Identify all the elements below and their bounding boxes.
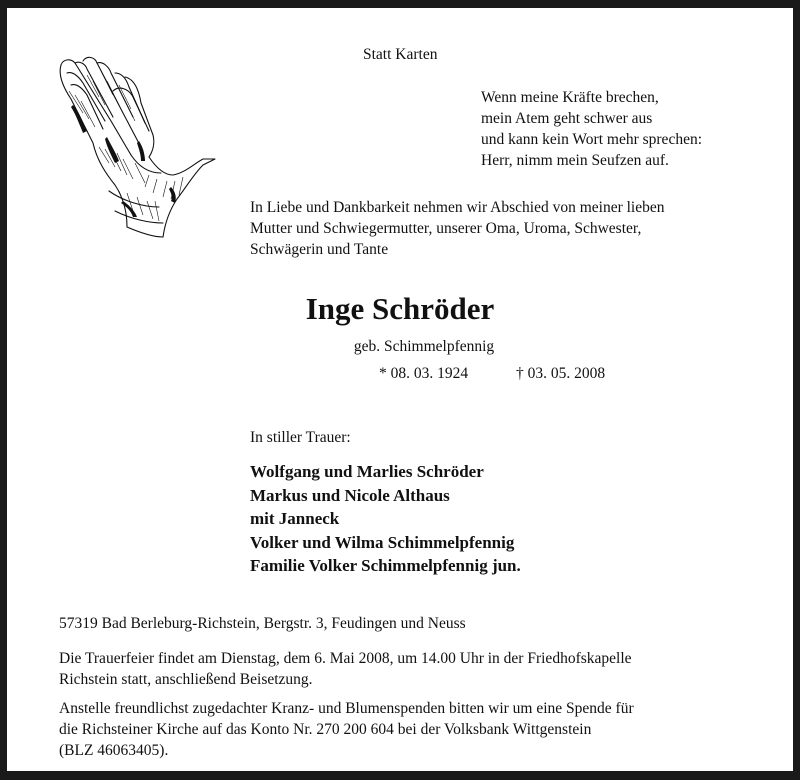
mourner-name: Markus und Nicole Althaus [250, 485, 450, 505]
funeral-line: Richstein statt, anschließend Beisetzung. [59, 671, 313, 688]
poem-line: mein Atem geht schwer aus [481, 110, 653, 127]
donation-line: Anstelle freundlichst zugedachter Kranz- und Blumenspenden bitten wir um eine Spende für [59, 700, 634, 717]
donation-line: die Richsteiner Kirche auf das Konto Nr. 270 200 604 bei der Volksbank Wittgenstein [59, 721, 592, 738]
intro-text [250, 197, 770, 260]
praying-hands-icon [53, 51, 223, 241]
header-label: Statt Karten [363, 46, 438, 63]
poem-line: und kann kein Wort mehr sprechen: [481, 131, 703, 148]
birth-name-row [7, 336, 800, 357]
funeral-line: Die Trauerfeier findet am Dienstag, dem 6. Mai 2008, um 14.00 Uhr in der Friedhofskapelle [59, 650, 632, 667]
poem-line: Wenn meine Kräfte brechen, [481, 89, 659, 106]
address: 57319 Bad Berleburg-Richstein, Bergstr. 3, Feudingen und Neuss [59, 615, 466, 632]
deceased-name-row [7, 290, 800, 328]
mourner-name: Wolfgang und Marlies Schröder [250, 462, 484, 481]
donation-notice [59, 698, 779, 761]
mourner-name: Volker und Wilma Schimmelpfennig [250, 532, 515, 552]
deceased-name: Inge Schröder [305, 291, 495, 326]
intro-line: Mutter und Schwiegermutter, unserer Oma, Uroma, Schwester, [250, 220, 642, 237]
poem [481, 87, 702, 171]
mourner-name: Familie Volker Schimmelpfennig jun. [250, 556, 521, 575]
poem-line: Herr, nimm mein Seufzen auf. [481, 152, 669, 169]
funeral-notice [59, 648, 779, 690]
donation-line: (BLZ 46063405). [59, 742, 169, 759]
intro-line: In Liebe und Dankbarkeit nehmen wir Abschied von meiner lieben [250, 199, 665, 216]
mourners-label: In stiller Trauer: [250, 429, 351, 446]
mourners-list [250, 460, 521, 578]
birth-date: * 08. 03. 1924 [379, 365, 469, 382]
birth-name: geb. Schimmelpfennig [353, 338, 495, 355]
mourner-name: mit Janneck [250, 509, 340, 528]
death-date: † 03. 05. 2008 [516, 365, 606, 382]
intro-line: Schwägerin und Tante [250, 241, 389, 258]
